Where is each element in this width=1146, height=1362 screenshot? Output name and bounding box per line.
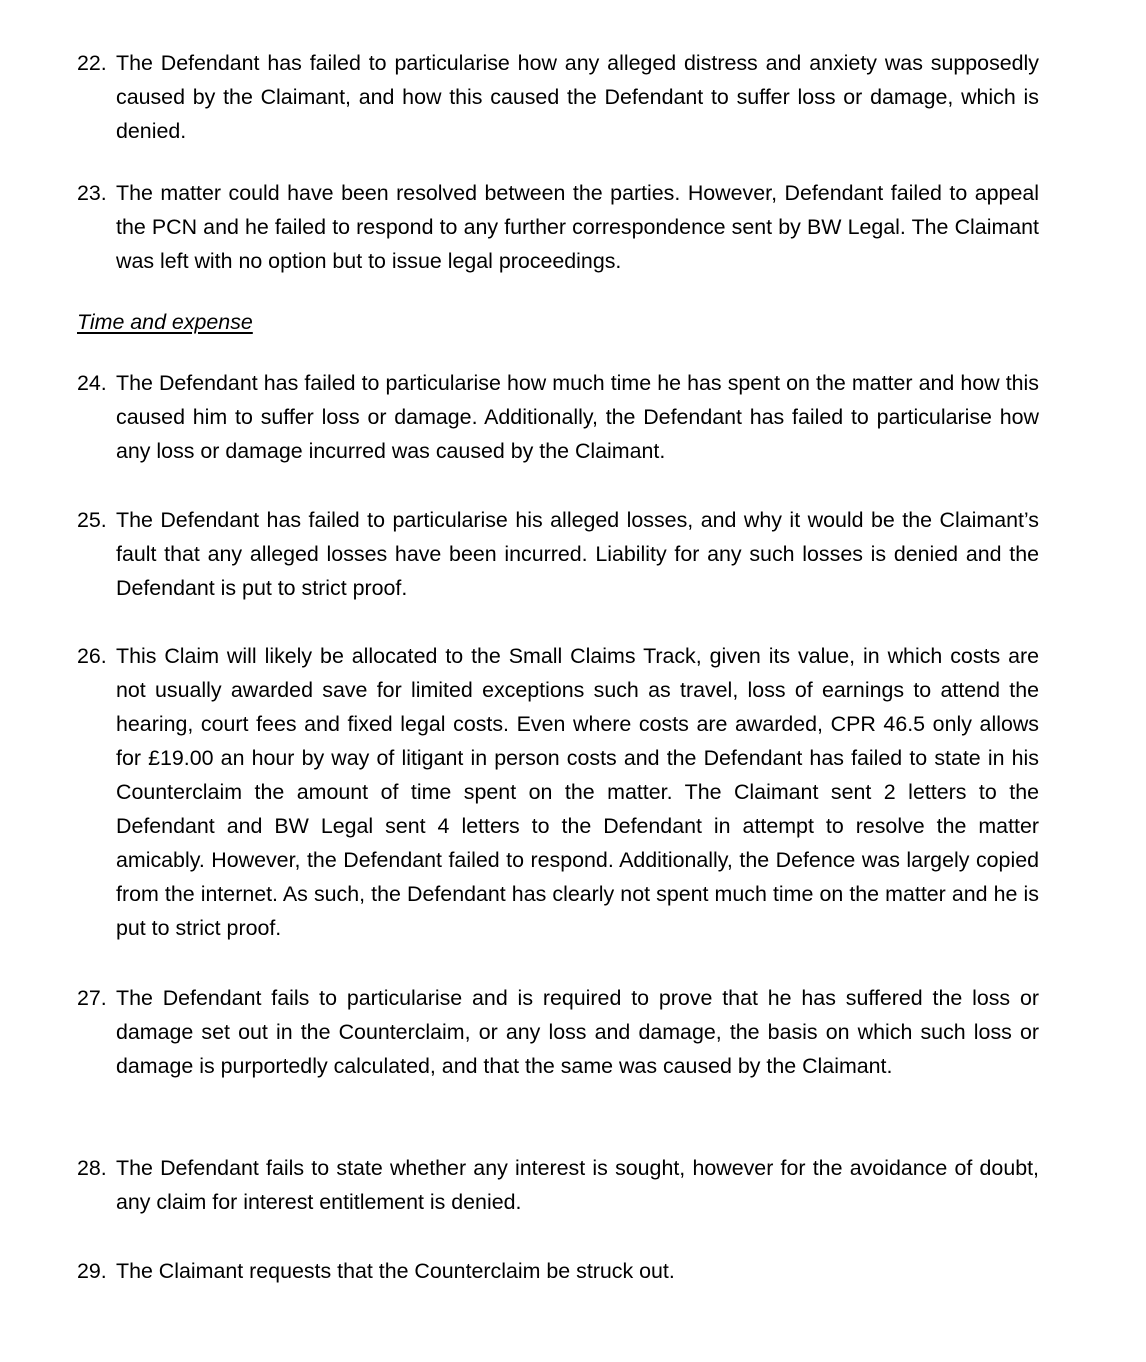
paragraph-text: The Defendant fails to particularise and is required to prove that he has suffered the loss or damage set out in the Counterclaim, or any loss and damage, the basis on which such loss or damage is purportedly calculated, and that the same was caused by the Claimant. bbox=[116, 986, 1039, 1078]
paragraph-24 bbox=[77, 366, 1039, 468]
paragraph-text: The matter could have been resolved between the parties. However, Defendant failed to appeal the PCN and he failed to respond to any further correspondence sent by BW Legal. The Claimant was left with no option but to issue legal proceedings. bbox=[116, 181, 1039, 273]
paragraph-number: 28. bbox=[77, 1156, 107, 1180]
section-heading-time-and-expense: Time and expense bbox=[77, 310, 253, 334]
paragraph-25 bbox=[77, 503, 1039, 605]
paragraph-number: 29. bbox=[77, 1259, 107, 1283]
paragraph-number: 24. bbox=[77, 371, 107, 395]
paragraph-22 bbox=[77, 46, 1039, 148]
paragraph-27 bbox=[77, 981, 1039, 1083]
paragraph-text: The Claimant requests that the Counterclaim be struck out. bbox=[116, 1259, 675, 1283]
paragraph-text: The Defendant has failed to particularise how much time he has spent on the matter and how this caused him to suffer loss or damage. Additionally, the Defendant has failed to particularise how any loss or damage incurred was caused by the Claimant. bbox=[116, 371, 1039, 463]
paragraph-number: 22. bbox=[77, 51, 107, 75]
paragraph-28 bbox=[77, 1151, 1039, 1219]
paragraph-number: 25. bbox=[77, 508, 107, 532]
paragraph-text: The Defendant has failed to particularise his alleged losses, and why it would be the Claimant’s fault that any alleged losses have been incurred. Liability for any such losses is denied and the Defendant is put to strict proof. bbox=[116, 508, 1039, 600]
paragraph-number: 23. bbox=[77, 181, 107, 205]
paragraph-26 bbox=[77, 639, 1039, 945]
paragraph-number: 27. bbox=[77, 986, 107, 1010]
paragraph-number: 26. bbox=[77, 644, 107, 668]
paragraph-text: The Defendant fails to state whether any interest is sought, however for the avoidance of doubt, any claim for interest entitlement is denied. bbox=[116, 1156, 1039, 1214]
paragraph-text: This Claim will likely be allocated to the Small Claims Track, given its value, in which costs are not usually awarded save for limited exceptions such as travel, loss of earnings to attend the hearing, court fees and fixed legal costs. Even where costs are awarded, CPR 46.5 only allows for £19.00 an hour by way of litigant in person costs and the Defendant has failed to state in his Counterclaim the amount of time spent on the matter. The Claimant sent 2 letters to the Defendant and BW Legal sent 4 letters to the Defendant in attempt to resolve the matter amicably. However, the Defendant failed to respond. Additionally, the Defence was largely copied from the internet. As such, the Defendant has clearly not spent much time on the matter and he is put to strict proof. bbox=[116, 644, 1039, 940]
paragraph-29 bbox=[77, 1254, 1039, 1288]
paragraph-text: The Defendant has failed to particularise how any alleged distress and anxiety was supposedly caused by the Claimant, and how this caused the Defendant to suffer loss or damage, which is denied. bbox=[116, 51, 1039, 143]
paragraph-23 bbox=[77, 176, 1039, 278]
